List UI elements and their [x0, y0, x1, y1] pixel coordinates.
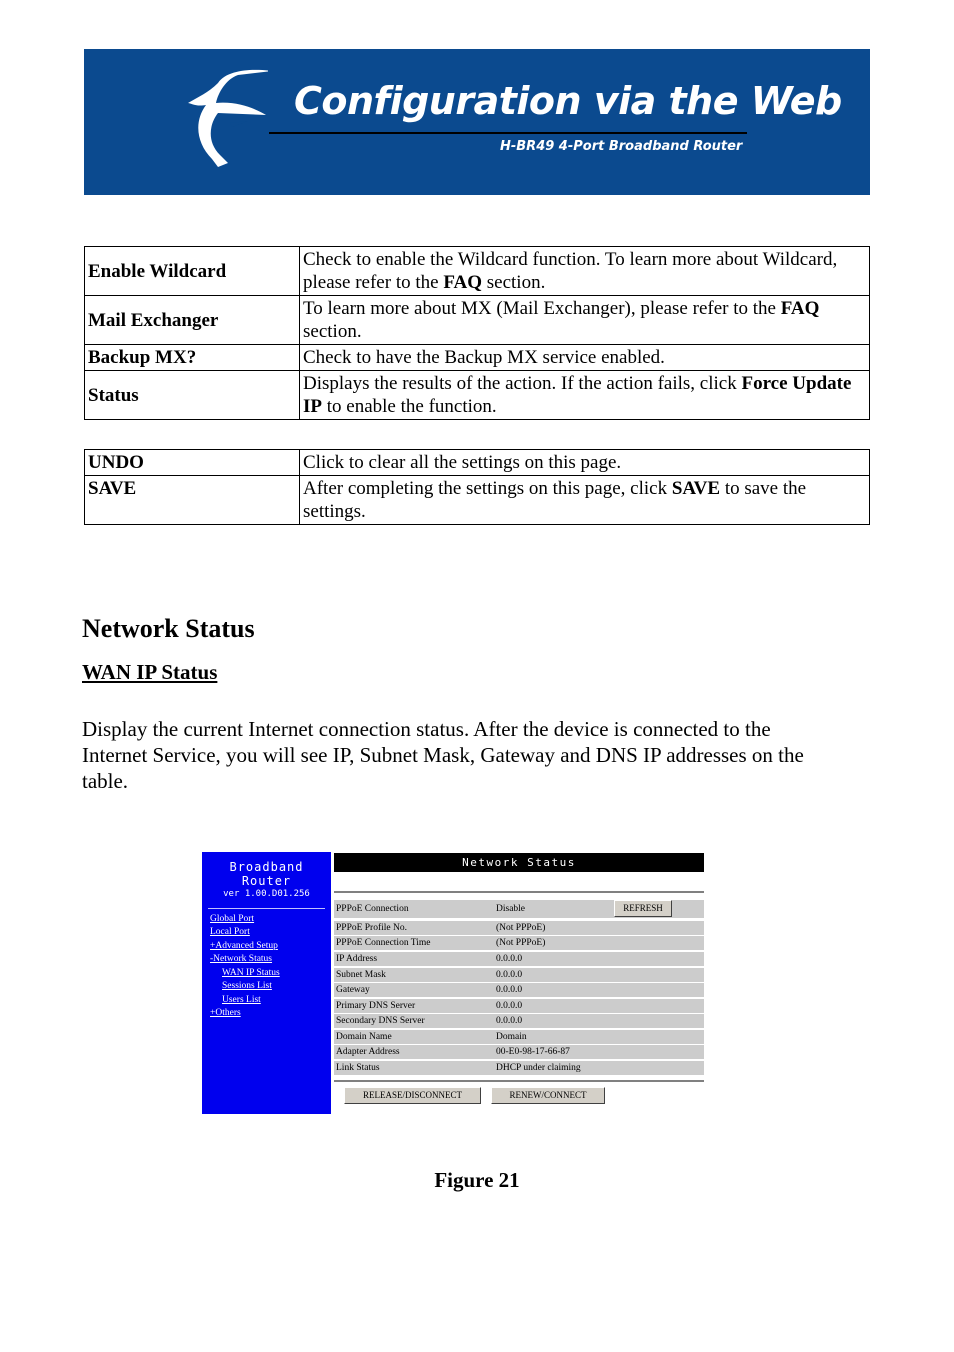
release-disconnect-button[interactable]: RELEASE/DISCONNECT: [344, 1087, 481, 1104]
status-label: Subnet Mask: [336, 970, 386, 980]
row-key: Status: [85, 371, 300, 420]
router-screenshot: [202, 852, 704, 1114]
section-title: Network Status: [82, 614, 255, 643]
status-value: Disable: [496, 904, 526, 914]
nav-link-network-status[interactable]: -Network Status: [210, 954, 273, 964]
router-brand: Broadband: [229, 860, 304, 874]
buttons-table: [84, 449, 870, 525]
status-value: DHCP under claiming: [496, 1063, 581, 1073]
renew-connect-button[interactable]: RENEW/CONNECT: [491, 1087, 605, 1104]
router-panel-title: Network Status: [334, 853, 704, 872]
refresh-button[interactable]: REFRESH: [614, 900, 672, 917]
status-row: [334, 1030, 704, 1044]
status-row: [334, 983, 704, 997]
status-value: 0.0.0.0: [496, 1001, 523, 1011]
router-brand: Router: [241, 874, 292, 888]
table-row: [85, 476, 870, 525]
nav-link-wan-ip-status[interactable]: WAN IP Status: [222, 968, 280, 978]
status-row: [334, 968, 704, 982]
banner-subtitle: H-BR49 4-Port Broadband Router: [500, 139, 743, 154]
status-row: [334, 1014, 704, 1028]
body-paragraph: Display the current Internet connection status. After the device is connected to the Internet Service, you will see IP, Subnet Mask, Gateway and DNS IP addresses on the table.: [82, 717, 804, 793]
status-label: PPPoE Profile No.: [336, 923, 407, 933]
banner-title: Configuration via the Web: [294, 79, 842, 123]
row-key: UNDO: [85, 450, 300, 476]
status-value: Domain: [496, 1032, 527, 1042]
status-value: (Not PPPoE): [496, 923, 546, 933]
status-label: Primary DNS Server: [336, 1001, 416, 1011]
status-row: [334, 921, 704, 935]
row-desc: Check to enable the Wildcard function. To learn more about Wildcard, please refer to the FAQ section.: [300, 247, 870, 296]
status-row: [334, 999, 704, 1013]
subsection-title: WAN IP Status: [82, 660, 218, 684]
bird-logo-icon: [188, 63, 268, 173]
row-desc: Click to clear all the settings on this page.: [300, 450, 870, 476]
status-label: Gateway: [336, 985, 370, 995]
table-row: [85, 450, 870, 476]
status-row: [334, 1061, 704, 1075]
row-desc: After completing the settings on this page, click SAVE to save the settings.: [300, 476, 870, 525]
table-row: [85, 247, 870, 296]
nav-link-local-port[interactable]: Local Port: [210, 927, 250, 937]
figure-caption: Figure 21: [434, 1168, 520, 1192]
router-main-panel: [334, 852, 704, 1114]
row-desc: Check to have the Backup MX service enabled.: [300, 345, 870, 371]
row-key: Mail Exchanger: [85, 296, 300, 345]
panel-divider: [334, 891, 704, 893]
status-value: 0.0.0.0: [496, 985, 523, 995]
status-label: Link Status: [336, 1063, 380, 1073]
nav-link-advanced-setup[interactable]: +Advanced Setup: [210, 941, 278, 951]
status-label: Domain Name: [336, 1032, 392, 1042]
nav-link-sessions-list[interactable]: Sessions List: [222, 981, 272, 991]
row-desc: Displays the results of the action. If the action fails, click Force Update IP to enable the function.: [300, 371, 870, 420]
panel-divider: [334, 1080, 704, 1082]
nav-link-users-list[interactable]: Users List: [222, 995, 261, 1005]
banner-divider: [269, 132, 747, 134]
table-row: [85, 345, 870, 371]
status-value: (Not PPPoE): [496, 938, 546, 948]
row-desc: To learn more about MX (Mail Exchanger), please refer to the FAQ section.: [300, 296, 870, 345]
sidebar-divider: [208, 908, 325, 909]
status-label: Adapter Address: [336, 1047, 400, 1057]
router-version: ver 1.00.D01.256: [223, 889, 310, 899]
status-value: 0.0.0.0: [496, 954, 523, 964]
table-row: [85, 296, 870, 345]
router-sidebar: [202, 852, 331, 1114]
status-label: Secondary DNS Server: [336, 1016, 425, 1026]
row-key: Backup MX?: [85, 345, 300, 371]
status-value: 0.0.0.0: [496, 1016, 523, 1026]
status-label: PPPoE Connection: [336, 904, 409, 914]
nav-link-others[interactable]: +Others: [210, 1008, 241, 1018]
table-row: [85, 371, 870, 420]
status-value: 0.0.0.0: [496, 970, 523, 980]
header-banner: [84, 49, 870, 195]
status-label: PPPoE Connection Time: [336, 938, 431, 948]
row-key: SAVE: [85, 476, 300, 525]
status-label: IP Address: [336, 954, 378, 964]
settings-table: [84, 246, 870, 420]
status-row: [334, 952, 704, 966]
row-key: Enable Wildcard: [85, 247, 300, 296]
nav-link-global-port[interactable]: Global Port: [210, 914, 255, 924]
status-row: [334, 1045, 704, 1059]
status-value: 00-E0-98-17-66-87: [496, 1047, 570, 1057]
status-row: [334, 936, 704, 950]
